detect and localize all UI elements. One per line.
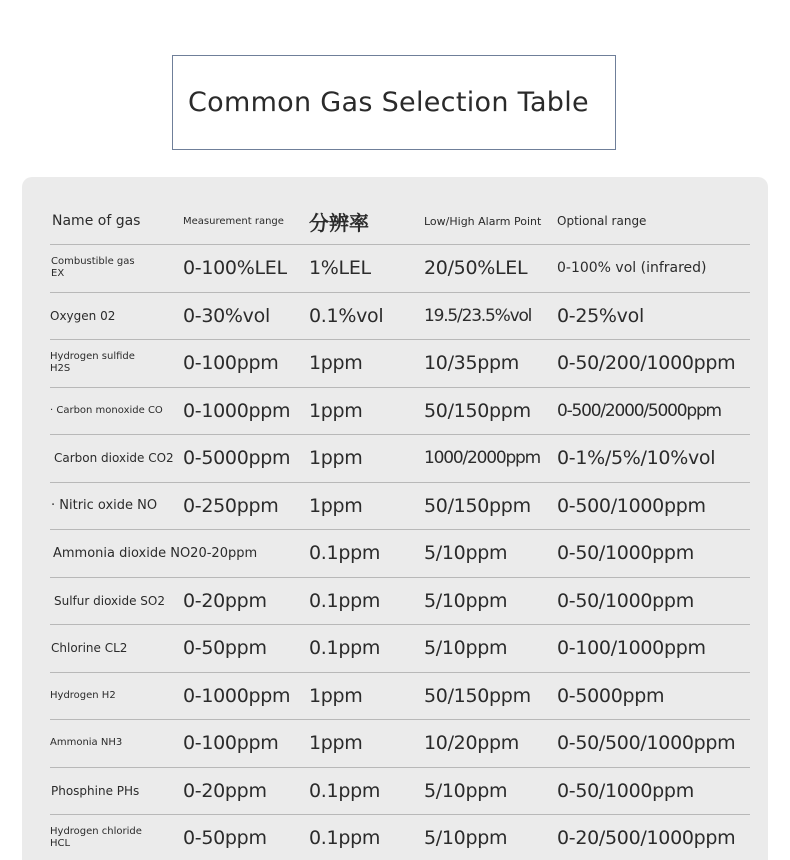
optional-range: 0-500/2000/5000ppm — [557, 400, 721, 421]
optional-range: 0-1%/5%/10%vol — [557, 447, 716, 470]
gas-name-label: Sulfur dioxide SO2 — [54, 593, 166, 608]
table-row — [50, 483, 750, 531]
gas-name — [53, 530, 257, 577]
resolution: 1ppm — [309, 399, 363, 422]
resolution: 0.1ppm — [309, 779, 381, 802]
table-row — [50, 245, 750, 293]
alarm-point: 5/10ppm — [424, 637, 508, 660]
optional-range: 0-50/1000ppm — [557, 589, 694, 612]
table-row — [50, 435, 750, 483]
gas-name — [51, 768, 139, 815]
header-name: Name of gas — [52, 213, 141, 229]
table-row — [50, 673, 750, 721]
header-optional: Optional range — [557, 214, 647, 228]
gas-name — [51, 625, 127, 672]
resolution: 1ppm — [309, 447, 363, 470]
optional-range: 0-20/500/1000ppm — [557, 827, 736, 850]
measurement-range: 0-50ppm — [183, 827, 267, 850]
gas-name — [51, 245, 135, 292]
resolution: 0.1ppm — [309, 827, 381, 850]
resolution: 0.1ppm — [309, 589, 381, 612]
measurement-range: 0-50ppm — [183, 637, 267, 660]
optional-range: 0-100/1000ppm — [557, 637, 706, 660]
gas-name-label: Carbon dioxide CO2 — [54, 451, 174, 466]
measurement-range: 0-100ppm — [183, 352, 279, 375]
gas-name-label: · Carbon monoxide CO — [50, 404, 163, 416]
optional-range: 0-500/1000ppm — [557, 494, 706, 517]
measurement-range: 0-20ppm — [183, 589, 267, 612]
gas-name-label: Phosphine PHs — [51, 783, 140, 798]
gas-name-label: Oxygen 02 — [50, 308, 116, 323]
optional-range: 0-100% vol (infrared) — [557, 260, 707, 277]
gas-name — [50, 340, 135, 387]
resolution: 1ppm — [309, 352, 363, 375]
table-header-row — [50, 198, 750, 245]
optional-range: 0-5000ppm — [557, 684, 665, 707]
gas-name-label: Ammonia NH3 — [50, 737, 123, 749]
gas-formula: EX — [51, 268, 65, 280]
gas-name — [50, 293, 115, 340]
optional-range: 0-50/1000ppm — [557, 542, 694, 565]
table-row — [50, 293, 750, 341]
resolution: 1ppm — [309, 684, 363, 707]
header-range: Measurement range — [183, 215, 284, 227]
gas-name-label: Combustible gas — [51, 256, 135, 268]
measurement-range: 0-100%LEL — [183, 257, 287, 280]
resolution: 0.1%vol — [309, 304, 384, 327]
optional-range: 0-50/200/1000ppm — [557, 352, 736, 375]
table-row — [50, 340, 750, 388]
gas-name-label: · Nitric oxide NO — [51, 498, 158, 514]
alarm-point: 5/10ppm — [424, 589, 508, 612]
gas-name-label: Ammonia dioxide NO20-20ppm — [53, 545, 258, 561]
gas-name-label: Hydrogen chloride — [50, 826, 142, 838]
measurement-range: 0-100ppm — [183, 732, 279, 755]
alarm-point: 50/150ppm — [424, 494, 531, 517]
table-row — [50, 578, 750, 626]
gas-name — [54, 435, 174, 482]
gas-name — [50, 720, 122, 767]
gas-name-label: Hydrogen H2 — [50, 689, 116, 701]
gas-name — [54, 578, 165, 625]
table-row — [50, 815, 750, 860]
title-box — [172, 55, 616, 150]
optional-range: 0-50/500/1000ppm — [557, 732, 736, 755]
gas-name — [50, 388, 163, 435]
header-alarm: Low/High Alarm Point — [424, 214, 542, 228]
table-row — [50, 720, 750, 768]
gas-name-label: Hydrogen sulfide — [50, 351, 135, 363]
optional-range: 0-25%vol — [557, 304, 644, 327]
gas-formula: HCL — [50, 838, 71, 850]
alarm-point: 50/150ppm — [424, 399, 531, 422]
resolution: 0.1ppm — [309, 637, 381, 660]
measurement-range: 0-1000ppm — [183, 399, 291, 422]
measurement-range: 0-250ppm — [183, 494, 279, 517]
gas-name — [51, 483, 157, 530]
header-resolution: 分辨率 — [309, 210, 369, 235]
table-row — [50, 388, 750, 436]
alarm-point: 10/35ppm — [424, 352, 519, 375]
page-title: Common Gas Selection Table — [188, 87, 589, 118]
measurement-range: 0-20ppm — [183, 779, 267, 802]
alarm-point: 1000/2000ppm — [424, 448, 540, 469]
alarm-point: 20/50%LEL — [424, 257, 528, 280]
optional-range: 0-50/1000ppm — [557, 779, 694, 802]
gas-name-label: Chlorine CL2 — [51, 641, 128, 656]
gas-selection-table — [50, 198, 750, 860]
alarm-point: 5/10ppm — [424, 542, 508, 565]
alarm-point: 5/10ppm — [424, 779, 508, 802]
gas-name — [50, 673, 116, 720]
gas-formula: H2S — [50, 363, 71, 375]
table-row — [50, 530, 750, 578]
resolution: 1ppm — [309, 732, 363, 755]
alarm-point: 50/150ppm — [424, 684, 531, 707]
resolution: 1%LEL — [309, 257, 371, 280]
table-row — [50, 625, 750, 673]
table-row — [50, 768, 750, 816]
measurement-range: 0-1000ppm — [183, 684, 291, 707]
measurement-range: 0-5000ppm — [183, 447, 291, 470]
resolution: 0.1ppm — [309, 542, 381, 565]
gas-name — [50, 815, 142, 860]
alarm-point: 10/20ppm — [424, 732, 519, 755]
alarm-point: 5/10ppm — [424, 827, 508, 850]
alarm-point: 19.5/23.5%vol — [424, 305, 532, 326]
measurement-range: 0-30%vol — [183, 304, 270, 327]
resolution: 1ppm — [309, 494, 363, 517]
